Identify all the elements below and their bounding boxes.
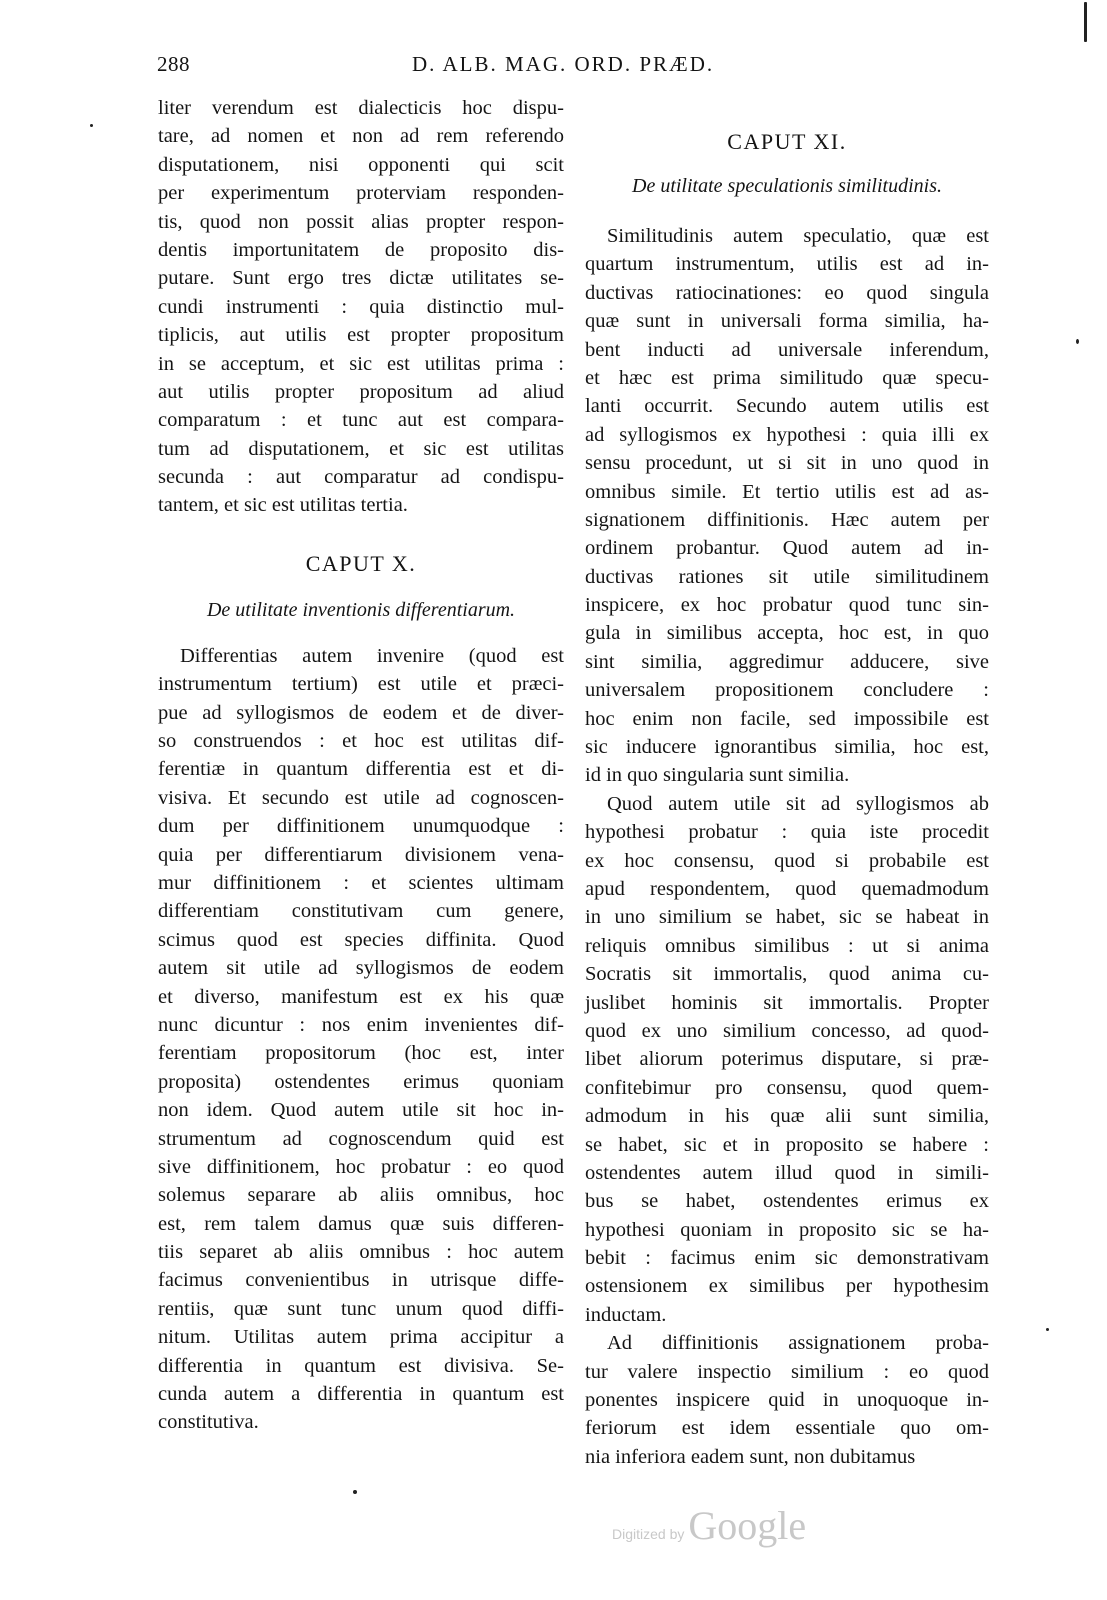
text-line: id in quo singularia sunt similia. xyxy=(585,764,850,787)
text-line: est, rem talem damus quæ suis differen- xyxy=(158,1212,564,1235)
text-line: dentis importunitatem de proposito dis- xyxy=(158,238,564,261)
chapter-xi-paragraph-1 xyxy=(585,222,989,790)
text-line: tur valere inspectio similium : eo quod xyxy=(585,1360,989,1383)
text-line: admodum in his quæ alii sunt similia, xyxy=(585,1105,989,1128)
right-column xyxy=(585,94,989,1471)
text-line: non idem. Quod autem utile sit hoc in- xyxy=(158,1099,564,1122)
chapter-heading-x: CAPUT X. xyxy=(305,550,417,576)
text-line: ponentes inspicere quid in unoquoque in- xyxy=(585,1389,989,1412)
left-column xyxy=(158,94,564,1437)
text-line: Similitudinis autem speculatio, quæ est xyxy=(607,225,989,247)
text-line: constitutiva. xyxy=(158,1411,259,1434)
digitized-by-label: Digitized by xyxy=(612,1526,685,1542)
chapter-subtitle-x: De utilitate inventionis differentiarum. xyxy=(206,598,516,621)
running-head: D. ALB. MAG. ORD. PRÆD. xyxy=(412,52,715,76)
text-line: sive diffinitionem, hoc probatur : eo quod xyxy=(158,1155,564,1178)
digitized-by-watermark xyxy=(612,1502,806,1548)
text-line: nunc dicuntur : nos enim invenientes dif- xyxy=(158,1013,564,1036)
text-line: pue ad syllogismos de eodem et de diver- xyxy=(158,701,564,724)
text-line: in uno similium se habet, sic se habeat in xyxy=(585,906,989,929)
text-line: tiplicis, aut utilis est propter propositum xyxy=(158,324,564,347)
text-line: ferentiam propositorum (hoc est, inter xyxy=(158,1042,564,1065)
google-logo: Google xyxy=(688,1503,807,1548)
text-line: ferentiæ in quantum differentia est et di- xyxy=(158,758,564,781)
text-line: rentiis, quæ sunt tunc unum quod diffi- xyxy=(158,1297,564,1320)
text-line: nia inferiora eadem sunt, non dubitamus xyxy=(585,1445,916,1468)
chapter-xi-paragraph-2 xyxy=(585,790,989,1329)
text-line: feriorum est idem essentiale quo om- xyxy=(585,1417,989,1440)
text-line: et hæc est prima similitudo quæ specu- xyxy=(585,366,989,389)
text-line: putare. Sunt ergo tres dictæ utilitates se- xyxy=(158,267,564,290)
text-line: ex hoc consensu, quod si probabile est xyxy=(585,849,989,872)
text-line: sint similia, aggredimur adducere, sive xyxy=(585,650,989,673)
text-line: cundi instrumenti : quia distinctio mul- xyxy=(158,295,564,318)
text-line: nitum. Utilitas autem prima accipitur a xyxy=(158,1326,564,1349)
text-line: so construendos : et hoc est utilitas dif- xyxy=(158,730,564,753)
ink-speck xyxy=(90,124,93,127)
chapter-heading-xi: CAPUT XI. xyxy=(727,129,847,154)
text-line: scimus quod est species diffinita. Quod xyxy=(158,928,564,951)
text-line: libet aliorum poterimus disputare, si præ- xyxy=(585,1048,989,1071)
text-line: tantem, et sic est utilitas tertia. xyxy=(158,494,408,517)
page-number: 288 xyxy=(157,52,190,76)
text-line: liter verendum est dialecticis hoc dispu- xyxy=(158,97,564,119)
chapter-subtitle-xi: De utilitate speculationis similitudinis. xyxy=(632,175,942,197)
text-line: Differentias autem invenire (quod est xyxy=(180,644,564,667)
text-line: inspicere, ex hoc probatur quod tunc sin- xyxy=(585,594,989,617)
text-line: apud respondentem, quod quemadmodum xyxy=(585,877,989,900)
text-line: universalem propositionem concludere : xyxy=(585,679,989,702)
text-line: Quod autem utile sit ad syllogismos ab xyxy=(607,792,989,815)
ink-speck xyxy=(1076,339,1079,344)
text-line: quod ex uno similium concesso, ad quod- xyxy=(585,1019,989,1042)
text-line: strumentum ad cognoscendum quid est xyxy=(158,1127,564,1150)
text-line: facimus convenientibus in utrisque diffe- xyxy=(158,1269,564,1292)
ink-speck xyxy=(353,1490,357,1494)
chapter-xi-paragraph-3 xyxy=(585,1329,989,1471)
text-line: juslibet hominis sit immortalis. Propter xyxy=(585,991,989,1014)
text-line: lanti occurrit. Secundo autem utilis est xyxy=(585,395,989,418)
text-line: mur diffinitionem : et scientes ultimam xyxy=(158,871,564,894)
text-line: ductivas ratiocinationes: eo quod singula xyxy=(585,281,989,304)
text-line: et diverso, manifestum est ex his quæ xyxy=(158,985,564,1008)
text-line: inductam. xyxy=(585,1303,667,1326)
text-line: gula in similibus accepta, hoc est, in quo xyxy=(585,622,989,645)
text-line: in se acceptum, et sic est utilitas prima : xyxy=(158,352,564,375)
left-intro-paragraph xyxy=(158,94,564,520)
text-line: differentia in quantum est divisiva. Se- xyxy=(158,1354,564,1377)
text-line: se habet, sic et in proposito se habere : xyxy=(585,1133,989,1156)
text-line: omnibus simile. Et tertio utilis est ad as- xyxy=(585,480,989,503)
text-line: ductivas rationes sit utile similitudinem xyxy=(585,565,989,588)
text-line: hypothesi probatur : quia iste procedit xyxy=(585,821,989,844)
text-line: autem sit utile ad syllogismos de eodem xyxy=(158,957,564,980)
text-line: ad syllogismos ex hypothesi : quia illi ex xyxy=(585,423,989,446)
text-line: bent inducti ad universale inferendum, xyxy=(585,338,989,361)
text-line: quæ sunt in universali forma similia, ha- xyxy=(585,310,989,333)
ink-speck xyxy=(1046,1328,1049,1331)
text-line: solemus separare ab aliis omnibus, hoc xyxy=(158,1184,564,1207)
text-line: tis, quod non possit alias propter respon- xyxy=(158,210,564,233)
text-line: tum ad disputationem, et sic est utilitas xyxy=(158,437,564,460)
text-line: ordinem probantur. Quod autem ad in- xyxy=(585,537,989,560)
text-line: bus se habet, ostendentes erimus ex xyxy=(585,1190,989,1213)
text-line: dum per diffinitionem unumquodque : xyxy=(158,815,564,838)
text-line: signationem diffinitionis. Hæc autem per xyxy=(585,508,989,531)
page-edge-mark xyxy=(1084,2,1087,42)
chapter-x-paragraph xyxy=(158,642,564,1437)
text-line: ostendentes autem illud quod in simili- xyxy=(585,1161,989,1184)
text-line: cunda autem a differentia in quantum est xyxy=(158,1383,564,1406)
text-line: quia per differentiarum divisionem vena- xyxy=(158,843,564,866)
text-line: hoc enim non facile, sed impossibile est xyxy=(585,707,989,730)
text-line: sic inducere ignorantibus similia, hoc est, xyxy=(585,736,989,759)
text-line: tare, ad nomen et non ad rem referendo xyxy=(158,125,564,148)
text-line: hypothesi quoniam in proposito sic se ha- xyxy=(585,1218,989,1241)
text-line: secunda : aut comparatur ad condispu- xyxy=(158,466,564,489)
text-line: tiis separet ab aliis omnibus : hoc autem xyxy=(158,1241,564,1264)
text-line: disputationem, nisi opponenti qui scit xyxy=(158,153,564,176)
text-line: instrumentum tertium) est utile et præci- xyxy=(158,673,564,696)
text-line: Ad diffinitionis assignationem proba- xyxy=(607,1332,989,1355)
text-line: comparatum : et tunc aut est compara- xyxy=(158,409,564,432)
text-line: proposita) ostendentes erimus quoniam xyxy=(158,1070,564,1093)
text-line: Socratis sit immortalis, quod anima cu- xyxy=(585,963,989,986)
text-line: bebit : facimus enim sic demonstrativam xyxy=(585,1247,989,1270)
text-line: visiva. Et secundo est utile ad cognoscen- xyxy=(158,786,564,809)
text-line: ostensionem ex similibus per hypothesim xyxy=(585,1275,989,1298)
text-line: reliquis omnibus similibus : ut si anima xyxy=(585,934,989,957)
text-line: sensu procedunt, ut si sit in uno quod in xyxy=(585,452,989,475)
text-line: differentiam constitutivam cum genere, xyxy=(158,900,564,923)
text-line: aut utilis propter propositum ad aliud xyxy=(158,380,564,403)
text-line: per experimentum proterviam responden- xyxy=(158,182,564,205)
text-line: confitebimur pro consensu, quod quem- xyxy=(585,1076,989,1099)
text-line: quartum instrumentum, utilis est ad in- xyxy=(585,253,989,276)
